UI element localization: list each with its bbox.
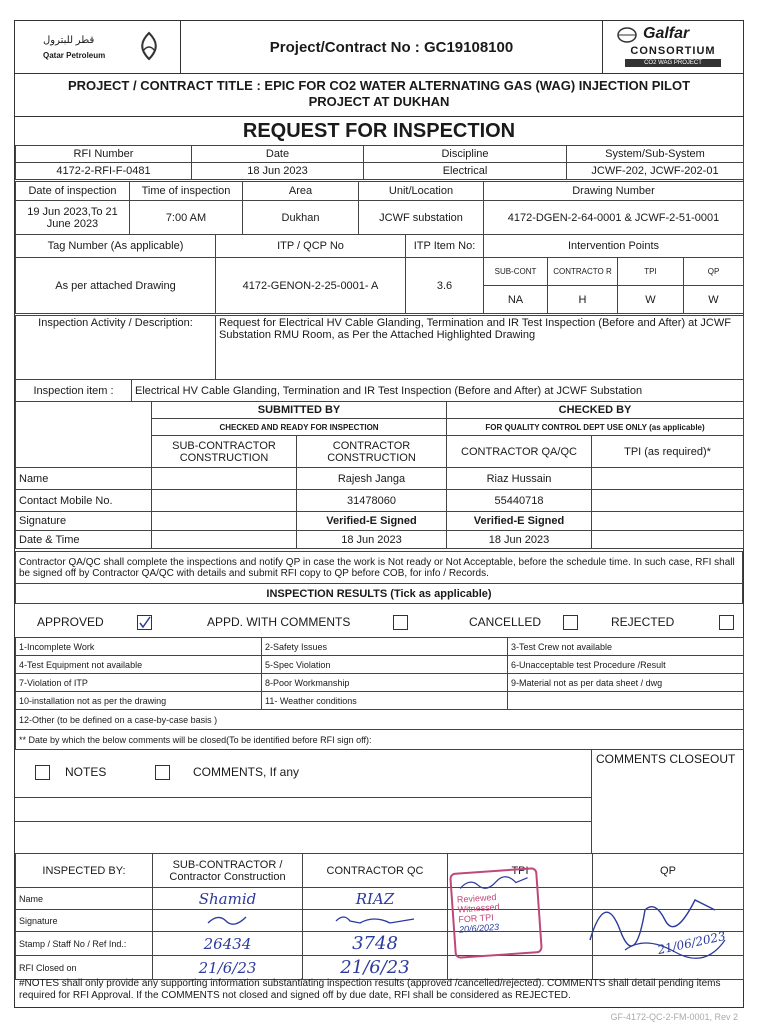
qc-note: FOR QUALITY CONTROL DEPT USE ONLY (as applicable) [447,419,744,436]
drawing-number-label: Drawing Number [484,182,744,201]
reasons-table [15,637,744,750]
submitted-by-header: SUBMITTED BY [152,402,447,419]
footer-note: #NOTES shall only provide any supporting information substantiating inspection results (approved /cancelled/rejected). COMMENTS shall detail pending items required for RFI Approval. If the COMMENTS not closed and signed off by due date, RFI shall be considered as REJECTED. [19,978,721,1001]
checkmark-icon [138,616,151,629]
reason-5: 5-Spec Violation [262,656,508,674]
unit-location-label: Unit/Location [359,182,484,201]
inspected-stamp-label: Stamp / Staff No / Ref Ind.: [16,932,153,956]
form-number: GF-4172-QC-2-FM-0001, Rev 2 [610,1012,738,1022]
area-value: Dukhan [243,201,359,235]
signature-contractor: Verified-E Signed [297,512,447,531]
notes-checkbox[interactable] [35,765,50,780]
approved-label: APPROVED [37,615,104,629]
drawing-number-value: 4172-DGEN-2-64-0001 & JCWF-2-51-0001 [484,201,744,235]
rfi-form [14,20,744,1008]
ip-value-tpi: W [618,286,684,314]
closure-date-note: ** Date by which the below comments will be closed(To be identified before RFI sign off): [16,730,744,750]
inspection-item-value: Electrical HV Cable Glanding, Termination and IR Test Inspection (Before and After) at JCWF Substation [132,380,744,402]
date-qaqc: 18 Jun 2023 [447,531,592,549]
row-name-label: Name [16,468,152,490]
ready-note: CHECKED AND READY FOR INSPECTION [152,419,447,436]
date-tpi [592,531,744,549]
reason-2: 2-Safety Issues [262,638,508,656]
col-head-qaqc: CONTRACTOR QA/QC [447,436,592,468]
row-mobile-label: Contact Mobile No. [16,490,152,512]
rejected-checkbox[interactable] [719,615,734,630]
itp-item-label: ITP Item No: [406,235,484,258]
col-head-subcontractor: SUB-CONTRACTOR CONSTRUCTION [152,436,297,468]
itp-item-value: 3.6 [406,258,484,314]
form-header [15,21,743,74]
inspected-staff-subcontractor: 26434 [153,932,303,956]
project-contract-number: Project/Contract No : GC19108100 [269,38,514,56]
comments-closeout: COMMENTS CLOSEOUT [591,749,743,853]
name-subcontractor [152,468,297,490]
col-head-contractor: CONTRACTOR CONSTRUCTION [297,436,447,468]
inspected-closed-label: RFI Closed on [16,956,153,980]
activity-label: Inspection Activity / Description: [16,316,216,380]
inspected-signature-subcontractor [153,910,303,932]
logo-tag-text: CO2 WAG PROJECT [625,59,721,67]
cancelled-label: CANCELLED [469,615,542,629]
reason-6: 6-Unacceptable test Procedure /Result [508,656,744,674]
ip-value-subcont: NA [484,286,548,314]
inspected-head-tpi: TPI [448,854,593,888]
name-tpi [592,468,744,490]
logo-galfar-text: Galfar [643,25,690,42]
name-qaqc: Riaz Hussain [447,468,592,490]
reason-1: 1-Incomplete Work [16,638,262,656]
reason-11: 11- Weather conditions [262,692,508,710]
discipline-value: Electrical [364,163,567,180]
inspection-item-label: Inspection item : [16,380,132,402]
rejected-label: REJECTED [611,615,675,629]
inspected-by-label: INSPECTED BY: [16,854,153,888]
inspected-signature-contractor-qc [303,910,448,932]
inspection-schedule-table [15,181,744,235]
logo-english-text: Qatar Petroleum [43,51,106,60]
stamp-signature [456,873,533,892]
qaqc-note: Contractor QA/QC shall complete the inspections and notify QP in case the work is Not ready or Not Acceptable, before the schedule time. In such case, RFI shall be signed off by Contractor QA/QC with details and submit RFI copy to QP before COB, for info / Records. [16,552,743,584]
form-title: REQUEST FOR INSPECTION [15,117,743,146]
date-contractor: 18 Jun 2023 [297,531,447,549]
stamp-line-3: FOR TPI [458,912,494,925]
comments-checkbox[interactable] [155,765,170,780]
galfar-consortium-logo [602,21,743,73]
results-row [15,609,743,638]
inspected-name-label: Name [16,888,153,910]
inspection-results-title: INSPECTION RESULTS (Tick as applicable) [16,584,743,604]
reason-7: 7-Violation of ITP [16,674,262,692]
appd-comments-checkbox[interactable] [393,615,408,630]
ip-head-subcont: SUB-CONT [484,258,548,286]
notes-label: NOTES [65,765,107,779]
system-label: System/Sub-System [567,146,744,163]
inspected-name-subcontractor: Shamid [153,888,303,910]
mobile-qaqc: 55440718 [447,490,592,512]
note-table [15,551,743,604]
unit-location-value: JCWF substation [359,201,484,235]
globe-icon [617,27,637,43]
notes-comments-area [15,749,743,854]
intervention-points-label: Intervention Points [484,235,744,258]
row-date-label: Date & Time [16,531,152,549]
ip-value-qp: W [684,286,744,314]
tag-number-label: Tag Number (As applicable) [16,235,216,258]
project-title [15,73,743,117]
name-contractor: Rajesh Janga [297,468,447,490]
qatar-petroleum-logo [15,21,181,73]
tpi-stamp [449,867,543,959]
tag-number-value: As per attached Drawing [16,258,216,314]
reason-4: 4-Test Equipment not available [16,656,262,674]
inspected-head-contractor-qc: CONTRACTOR QC [303,854,448,888]
itp-value: 4172-GENON-2-25-0001- A [216,258,406,314]
qp-signature [585,880,735,970]
reason-8: 8-Poor Workmanship [262,674,508,692]
blank-cell [16,402,152,468]
flame-icon [135,31,163,61]
itp-label: ITP / QCP No [216,235,406,258]
inspected-staff-contractor-qc: 3748 [303,932,448,956]
inspected-head-subcontractor: SUB-CONTRACTOR / Contractor Construction [153,854,303,888]
comments-label: COMMENTS, If any [193,765,300,779]
stamp-line-4: 20/6/2023 [458,921,500,935]
reason-10: 10-installation not as per the drawing [16,692,262,710]
time-of-inspection-value: 7:00 AM [130,201,243,235]
rfi-number-label: RFI Number [16,146,192,163]
signature-tpi [592,512,744,531]
mobile-tpi [592,490,744,512]
row-signature-label: Signature [16,512,152,531]
stamp-line-2: Witnessed [457,901,500,915]
approved-checkbox[interactable] [137,615,152,630]
stamp-line-1: Reviewed [456,891,497,905]
reason-3: 3-Test Crew not available [508,638,744,656]
project-title-line1: PROJECT / CONTRACT TITLE : EPIC FOR CO2 WATER ALTERNATING GAS (WAG) INJECTION PILOT [67,78,691,93]
inspected-name-contractor-qc: RIAZ [303,888,448,910]
date-value: 18 Jun 2023 [192,163,364,180]
area-label: Area [243,182,359,201]
date-label: Date [192,146,364,163]
checked-by-header: CHECKED BY [447,402,744,419]
rfi-number-value: 4172-2-RFI-F-0481 [16,163,192,180]
ip-head-contractor: CONTRACTO R [548,258,618,286]
cancelled-checkbox[interactable] [563,615,578,630]
date-of-inspection-label: Date of inspection [16,182,130,201]
project-title-line2: PROJECT AT DUKHAN [308,94,450,109]
mobile-contractor: 31478060 [297,490,447,512]
inspection-item-table [15,379,744,402]
activity-value: Request for Electrical HV Cable Glanding, Termination and IR Test Inspection (Before and After) at JCWF Substation RMU Room, as Per the Attached Highlighted Drawing [216,316,744,380]
ip-head-tpi: TPI [618,258,684,286]
ip-value-contractor: H [548,286,618,314]
inspected-head-qp: QP [593,854,744,888]
activity-table [15,315,744,380]
system-value: JCWF-202, JCWF-202-01 [567,163,744,180]
qp-sign-date: 21/06/2023 [656,928,727,958]
tag-itp-table [15,234,744,314]
logo-consortium-text: CONSORTIUM [630,45,716,57]
date-subcontractor [152,531,297,549]
reason-empty [508,692,744,710]
inspected-signature-label: Signature [16,910,153,932]
appd-comments-label: APPD. WITH COMMENTS [207,615,351,629]
ip-head-qp: QP [684,258,744,286]
reason-9: 9-Material not as per data sheet / dwg [508,674,744,692]
inspected-closed-contractor-qc: 21/6/23 [303,956,448,980]
mobile-subcontractor [152,490,297,512]
logo-arabic-text: قطر للبترول [43,35,95,46]
col-head-tpi: TPI (as required)* [592,436,744,468]
submitted-checked-table [15,401,744,549]
date-of-inspection-value: 19 Jun 2023,To 21 June 2023 [16,201,130,235]
time-of-inspection-label: Time of inspection [130,182,243,201]
signature-subcontractor [152,512,297,531]
inspected-closed-subcontractor: 21/6/23 [153,956,303,980]
signature-qaqc: Verified-E Signed [447,512,592,531]
reason-12: 12-Other (to be defined on a case-by-case basis ) [16,710,744,730]
discipline-label: Discipline [364,146,567,163]
rfi-info-table [15,145,744,180]
